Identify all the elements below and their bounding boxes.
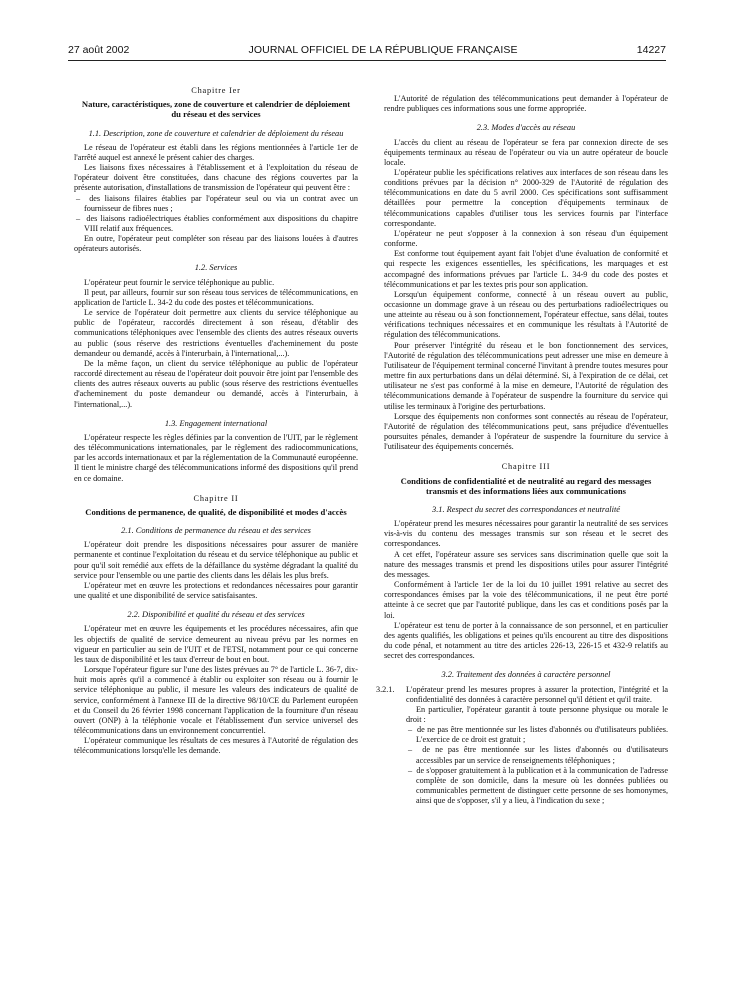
list-item: – de ne pas être mentionnée sur les listes d'abonnés ou d'utilisateurs publiées. L'exercice de ce droit est gratuit ; [384, 725, 668, 745]
chapter-2-label: Chapitre II [193, 493, 239, 503]
chapter-3-title: Conditions de confidentialité et de neutralité au regard des messages transmis et des informations liées aux communications [400, 475, 652, 496]
paragraph: Conformément à l'article 1er de la loi du 10 juillet 1991 relative au secret des correspondances émises par la voie des télécommunications, il ne peut être porté atteinte à ce secret que par l'autorité publique, dans les cas et conditions posés par la loi. [384, 580, 668, 620]
paragraph: L'opérateur respecte les règles définies par la convention de l'UIT, par le règlement des télécommunications internationales, par le règlement des radiocommunications, par les accords internationaux et par la réglementation de la Communauté européenne. Il tient le ministre chargé des télécommunications informé des dispositions qu'il prend en ce domaine. [74, 432, 358, 483]
paragraph: L'accès du client au réseau de l'opérateur se fera par connexion directe de ses équipements terminaux au réseau de l'opérateur ou via un autre opérateur de boucle locale. [384, 137, 668, 167]
section-1-2-title: 1.2. Services [194, 263, 238, 273]
paragraph: L'opérateur doit prendre les dispositions nécessaires pour assurer de manière permanente et continue l'exploitation du réseau et du service téléphonique au public et pour qu'il soit remédié aux effets de la défaillance du système dégradant la qualité du service pour l'ensemble ou une partie des clients dans les délais les plus brefs. [74, 540, 358, 580]
chapter-3-label: Chapitre III [501, 462, 551, 472]
paragraph: L'opérateur peut fournir le service téléphonique au public. [84, 277, 275, 287]
header-rule [68, 60, 666, 61]
paragraph: L'opérateur communique les résultats de ces mesures à l'Autorité de régulation des télécommunications lorsqu'elle les demande. [74, 736, 358, 756]
section-1-3-title: 1.3. Engagement international [164, 418, 268, 428]
section-2-3-title: 2.3. Modes d'accès au réseau [476, 123, 576, 133]
subsection-number: 3.2.1. [376, 684, 395, 694]
list-item: – de s'opposer gratuitement à la publication et à la communication de l'adresse complète de son domicile, dans la mesure où les données publiées ou communicables permettent de distinguer cette personne de ses homonymes, ainsi que de s'opposer, s'il y a lieu, à l'indication du sexe ; [384, 766, 668, 807]
header-date: 27 août 2002 [68, 44, 130, 56]
paragraph: L'opérateur prend les mesures propres à assurer la protection, l'intégrité et la confidentialité des données à caractère personnel qu'il détient et qu'il traite. [406, 684, 668, 704]
section-3-2-title: 3.2. Traitement des données à caractère personnel [441, 670, 611, 680]
subsection-3-2-1-body [384, 705, 668, 807]
paragraph: L'opérateur est tenu de porter à la connaissance de son personnel, et en particulier des agents qualifiés, les obligations et peines qu'ils encourent au titre des dispositions du code pénal, et notamment au titre des articles 226-13, 226-15 et 432-9 relatifs au secret des correspondances. [384, 620, 668, 661]
paragraph: Lorsqu'un équipement conforme, connecté à un réseau ouvert au public, occasionne un dommage grave à un réseau ou des perturbations radioélectriques ou une atteinte au réseau ou à son fonctionnement, l'opérateur effectue, sans délai, toutes vérifications techniques nécessaires et en communique les résultats à l'Autorité de régulation des télécommunications. [384, 289, 668, 340]
list [74, 194, 358, 235]
paragraph: De la même façon, un client du service téléphonique au public de l'opérateur raccordé directement au réseau de l'opérateur doit pouvoir être joint par l'ensemble des clients des autres réseaux ouverts au public (sous réserve des restrictions éventuelles d'acheminement du poste demandeur ou demandé, accès à l'interurbain, à l'international,...). [74, 358, 358, 409]
section-2-2-title: 2.2. Disponibilité et qualité du réseau et des services [127, 610, 305, 620]
list [384, 725, 668, 806]
paragraph: Lorsque des équipements non conformes sont connectés au réseau de l'opérateur, l'Autorité de régulation des télécommunications peut, sans préjudice d'éventuelles poursuites pénales, demander à l'opérateur de suspendre la fourniture du service à l'utilisateur des équipements concernés. [384, 411, 668, 452]
paragraph: L'opérateur prend les mesures nécessaires pour garantir la neutralité de ses services vis-à-vis du contenu des messages transmis sur son réseau et le secret des correspondances. [384, 519, 668, 549]
list-item: – des liaisons radioélectriques établies conformément aux dispositions du chapitre VIII relatif aux fréquences. [74, 214, 358, 234]
list-item: – de ne pas être mentionnée sur les listes d'abonnés ou d'utilisateurs accessibles par un service de renseignements téléphoniques ; [384, 745, 668, 765]
right-column [376, 94, 669, 806]
list-item: – des liaisons filaires établies par l'opérateur seul ou via un contrat avec un fournisseur de fibres nues ; [74, 194, 358, 214]
paragraph: Le service de l'opérateur doit permettre aux clients du service téléphonique au public de l'opérateur, raccordés directement à son réseau, d'établir des communications téléphoniques avec l'ensemble des clients des autres réseaux ouverts au public (sous réserve des restrictions éventuelles d'acheminement du poste demandeur ou demandé, accès à l'interurbain, à l'international,...). [74, 308, 358, 358]
subsection-3-2-1 [376, 684, 668, 705]
paragraph: Lorsque l'opérateur figure sur l'une des listes prévues au 7° de l'article L. 36-7, dix-huit mois après qu'il a commencé à établir ou exploiter son réseau ou à fournir le service téléphonique au public, il mesure les valeurs des indicateurs de qualité de service, conformément à l'annexe III de la directive 98/10/CE du Parlement européen et du Conseil du 26 février 1998 concernant l'application de la fourniture d'un réseau ouvert (ONP) à la téléphonie vocale et l'établissement d'un service universel des télécommunications dans un environnement concurrentiel. [74, 665, 358, 735]
section-3-1-title: 3.1. Respect du secret des correspondances et neutralité [432, 504, 620, 514]
header-title: JOURNAL OFFICIEL DE LA RÉPUBLIQUE FRANÇAISE [248, 44, 518, 56]
paragraph: Le réseau de l'opérateur est établi dans les régions mentionnées à l'article 1er de l'arrêté auquel est annexé le présent cahier des charges. [74, 142, 358, 162]
paragraph: Est conforme tout équipement ayant fait l'objet d'une évaluation de conformité et qui respecte les exigences essentielles, les spécifications, les marquages et est accompagné des informations prévues par l'article L. 34-9 du code des postes et télécommunications et par les textes pris pour son application. [384, 249, 668, 289]
chapter-2-title: Conditions de permanence, de qualité, de disponibilité et modes d'accès [85, 506, 347, 517]
chapter-1-title: Nature, caractéristiques, zone de couverture et calendrier de déploiement du réseau et des services [81, 99, 351, 120]
paragraph: L'opérateur ne peut s'opposer à la connexion à son réseau d'un équipement conforme. [384, 228, 668, 249]
section-1-1-title: 1.1. Description, zone de couverture et calendrier de déploiement du réseau [88, 128, 344, 138]
paragraph: Pour préserver l'intégrité du réseau et le bon fonctionnement des services, l'Autorité de régulation des télécommunications peut adresser une mise en demeure à l'utilisateur de l'équipement terminal concerné l'invitant à prendre toutes mesures pour mettre fin aux perturbations dans un délai déterminé. Si, à l'expiration de ce délai, cet utilisateur ne s'est pas conformé à la mise en demeure, l'Autorité de régulation des télécommunications demande à l'opérateur de suspendre la fourniture du service qui utilise les terminaux à l'origine des perturbations. [384, 340, 668, 411]
paragraph: Il peut, par ailleurs, fournir sur son réseau tous services de télécommunications, en application de l'article L. 34-2 du code des postes et télécommunications. [74, 287, 358, 307]
paragraph: En particulier, l'opérateur garantit à toute personne physique ou morale le droit : [406, 704, 668, 724]
paragraph: L'opérateur met en œuvre les protections et redondances nécessaires pour garantir une qualité et une disponibilité de service satisfaisantes. [74, 580, 358, 601]
page-header [68, 44, 666, 56]
left-column [74, 86, 358, 756]
paragraph: En outre, l'opérateur peut compléter son réseau par des liaisons louées à d'autres opérateurs autorisés. [74, 234, 358, 254]
paragraph: L'opérateur met en œuvre les équipements et les procédures nécessaires, afin que les objectifs de qualité de service demeurent au niveau prévu par les normes en vigueur en particulier au sein de l'UIT et de l'ETSI, notamment pour ce qui concerne les taux de disponibilité et les taux d'erreur de bout en bout. [74, 624, 358, 664]
paragraph: L'Autorité de régulation des télécommunications peut demander à l'opérateur de rendre publiques ces informations sous une forme appropriée. [384, 94, 668, 114]
chapter-1-label: Chapitre Ier [191, 86, 241, 95]
header-page-number: 14227 [636, 44, 666, 56]
paragraph: A cet effet, l'opérateur assure ses services sans discrimination quelle que soit la nature des messages transmis et prend les dispositions utiles pour assurer l'intégrité des messages. [384, 549, 668, 579]
paragraph: Les liaisons fixes nécessaires à l'établissement et à l'exploitation du réseau de l'opérateur doivent être constituées, dans chacune des régions couvertes par la présente autorisation, d'installations de transmission de l'opérateur qui peuvent être : [74, 163, 358, 193]
paragraph: L'opérateur publie les spécifications relatives aux interfaces de son réseau dans les conditions prévues par la décision n° 2000-329 de l'Autorité de régulation des télécommunications en date du 5 avril 2000. Ces spécifications sont suffisamment détaillées pour permettre la conception d'équipements terminaux de télécommunications capables d'utiliser tous les services fournis par l'interface correspondante. [384, 167, 668, 228]
section-2-1-title: 2.1. Conditions de permanence du réseau et des services [121, 526, 311, 536]
